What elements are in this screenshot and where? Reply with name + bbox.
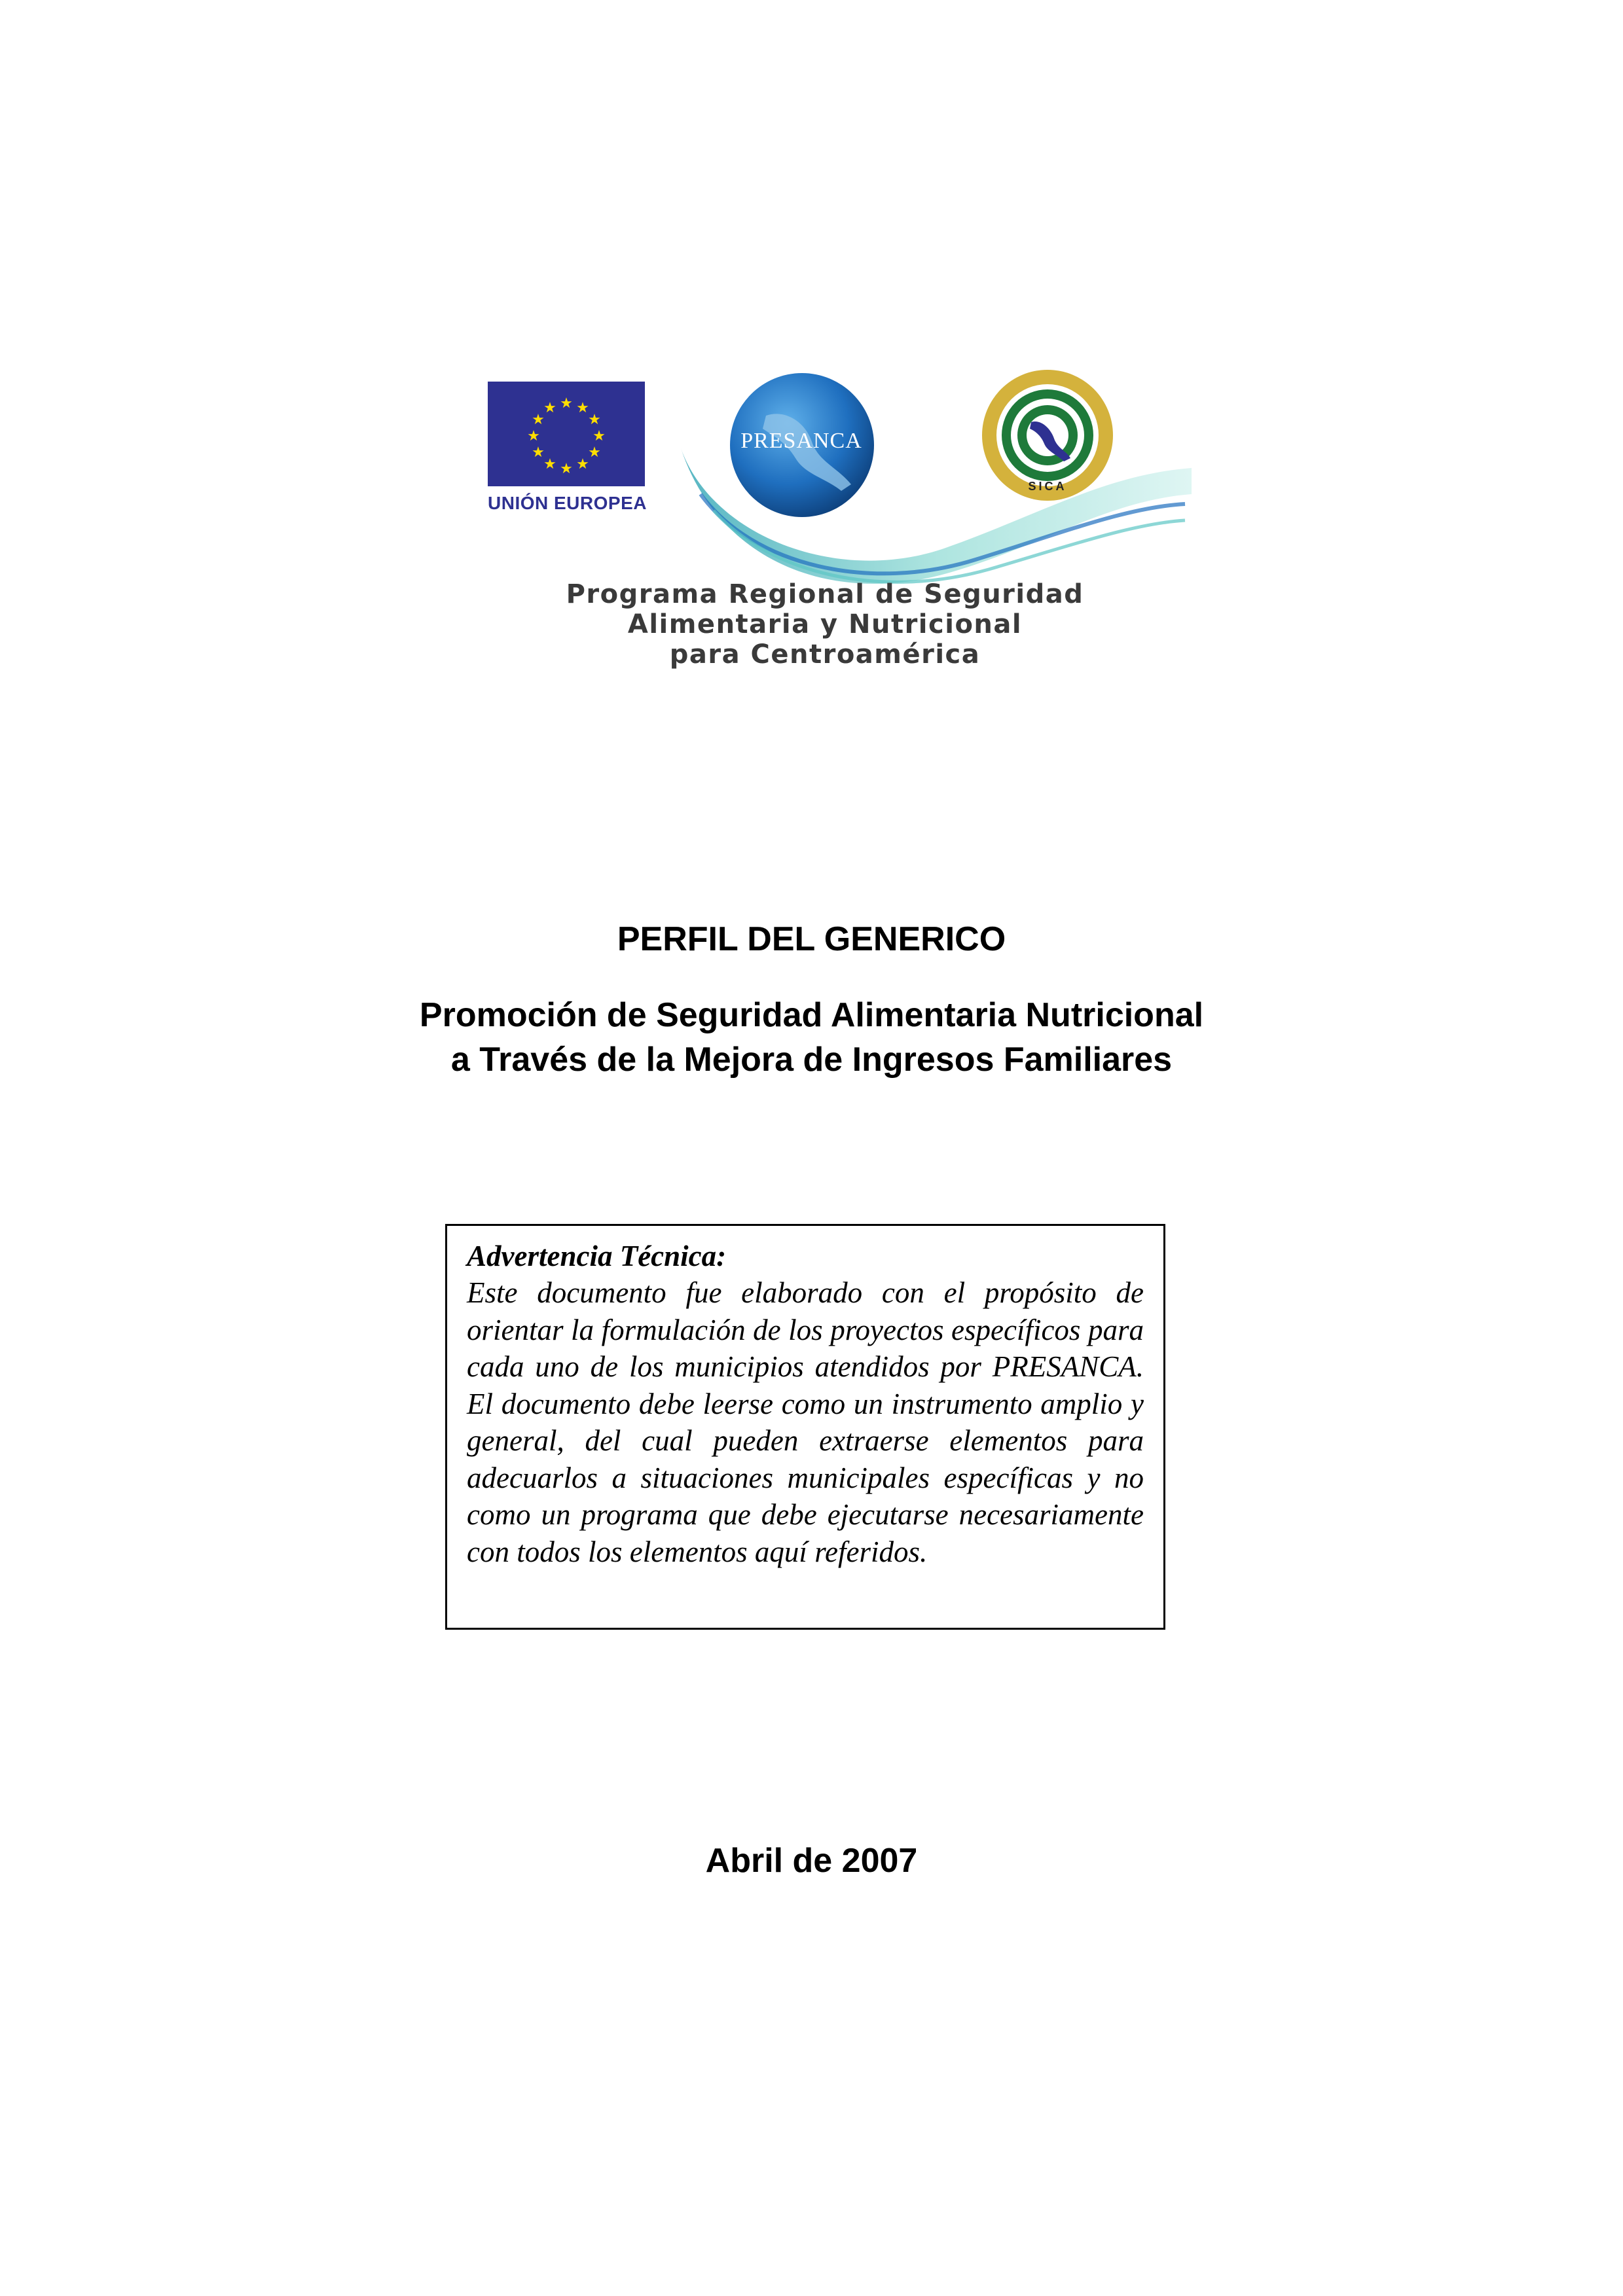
svg-text:★: ★ [588,444,601,461]
svg-text:★: ★ [543,456,556,473]
program-name [458,579,1192,670]
svg-text:★: ★ [532,412,545,428]
technical-warning-box [445,1224,1165,1630]
subtitle-line: a Través de la Mejora de Ingresos Familiares [450,1041,1173,1079]
eu-flag-icon [488,382,645,486]
svg-text:★: ★ [576,400,589,416]
document-date: Abril de 2007 [705,1842,918,1880]
svg-text:★: ★ [527,428,540,444]
document-subtitle [0,993,1623,1082]
eu-label: UNIÓN EUROPEA [488,493,647,513]
presanca-label: PRESANCA [740,429,862,453]
subtitle-line: Promoción de Seguridad Alimentaria Nutricional [419,996,1204,1034]
svg-text:★: ★ [576,456,589,473]
document-title: PERFIL DEL GENERICO [617,920,1006,958]
svg-text:★: ★ [560,395,573,412]
program-name-line: Alimentaria y Nutricional [627,609,1023,639]
svg-text:★: ★ [543,400,556,416]
sica-label: SICA [1028,480,1067,493]
logo-header [458,357,1192,684]
eu-logo [488,382,651,519]
svg-text:★: ★ [560,461,573,477]
svg-text:★: ★ [593,428,606,444]
warning-body: Este documento fue elaborado con el propósito de orientar la formulación de los proyectos específicos para cada uno de los municipios atendidos por PRESANCA. El documento debe leerse como un instrumento amplio y general, del cual pueden extraerse elementos para adecuarlos a situaciones municipales específicas y no como un programa que debe ejecutarse necesariamente con todos los elementos aquí referidos. [467,1276,1144,1568]
program-name-line: para Centroamérica [669,639,981,670]
svg-text:★: ★ [532,444,545,461]
program-name-line: Programa Regional de Seguridad [566,579,1084,609]
svg-text:★: ★ [588,412,601,428]
warning-heading: Advertencia Técnica: [467,1240,727,1272]
